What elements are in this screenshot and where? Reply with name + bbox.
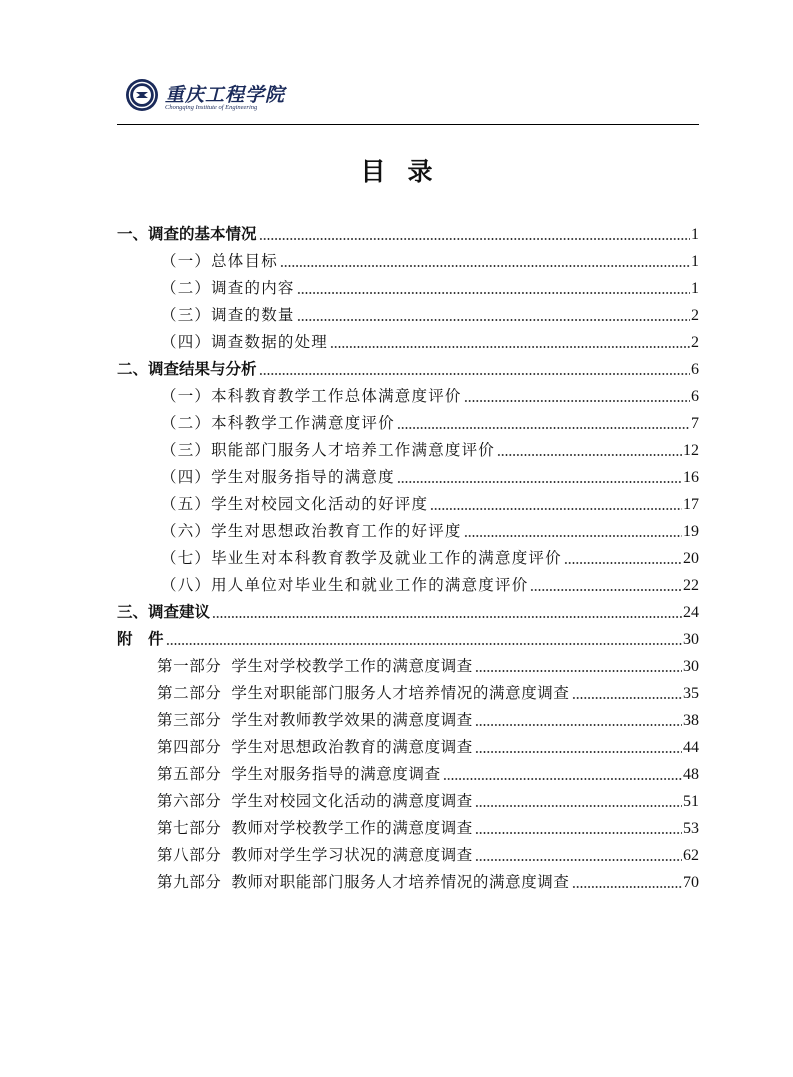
toc-entry[interactable] <box>161 380 699 406</box>
page-header <box>125 74 425 118</box>
toc-page-number: 7 <box>691 415 699 432</box>
toc-dot-leader <box>280 265 690 267</box>
toc-entry-title: 学生对服务指导的满意度调查 <box>231 765 441 783</box>
toc-entry[interactable] <box>161 569 699 595</box>
toc-dot-leader <box>397 427 690 429</box>
toc-entry-label <box>157 654 473 676</box>
toc-entry[interactable] <box>157 704 699 730</box>
toc-page-number: 22 <box>683 577 699 594</box>
toc-entry-label <box>157 735 473 757</box>
toc-entry[interactable] <box>161 542 699 568</box>
toc-entry[interactable] <box>157 758 699 784</box>
header-divider <box>117 124 699 125</box>
toc-entry-title: 学生对教师教学效果的满意度调查 <box>231 711 473 729</box>
toc-entry-label: （六）学生对思想政治教育工作的好评度 <box>161 522 462 540</box>
toc-dot-leader <box>475 724 682 726</box>
toc-entry[interactable] <box>117 623 699 649</box>
toc-dot-leader <box>475 805 682 807</box>
toc-dot-leader <box>530 589 682 591</box>
toc-entry-title: 学生对思想政治教育的满意度调查 <box>231 738 473 756</box>
toc-entry[interactable] <box>117 596 699 622</box>
toc-page-number: 17 <box>683 496 699 513</box>
toc-dot-leader <box>443 778 682 780</box>
college-emblem-icon <box>125 78 159 112</box>
toc-page-number: 19 <box>683 523 699 540</box>
toc-entry-label: （三）调查的数量 <box>161 306 295 324</box>
toc-entry[interactable] <box>161 326 699 352</box>
toc-entry[interactable] <box>161 272 699 298</box>
toc-entry-label: （一）总体目标 <box>161 252 278 270</box>
toc-entry-part: 第八部分 <box>157 846 222 864</box>
toc-entry-label: （二）本科教学工作满意度评价 <box>161 414 395 432</box>
toc-page-number: 2 <box>691 307 699 324</box>
toc-entry-title: 教师对职能部门服务人才培养情况的满意度调查 <box>231 873 570 891</box>
toc-entry-part: 第九部分 <box>157 873 222 891</box>
toc-entry[interactable] <box>161 299 699 325</box>
toc-entry[interactable] <box>117 353 699 379</box>
toc-dot-leader <box>475 751 682 753</box>
toc-entry-part: 第六部分 <box>157 792 222 810</box>
toc-entry-label: 附 件 <box>117 630 164 648</box>
toc-page-number: 12 <box>683 442 699 459</box>
toc-dot-leader <box>564 562 682 564</box>
toc-page-number: 16 <box>683 469 699 486</box>
toc-entry-label <box>157 816 473 838</box>
toc-dot-leader <box>475 670 682 672</box>
toc-entry-part: 第七部分 <box>157 819 222 837</box>
toc-entry-label: 二、调查结果与分析 <box>117 360 257 378</box>
toc-entry-label: （七）毕业生对本科教育教学及就业工作的满意度评价 <box>161 549 562 567</box>
toc-entry-part: 第一部分 <box>157 657 222 675</box>
toc-dot-leader <box>259 373 690 375</box>
toc-entry-label: （八）用人单位对毕业生和就业工作的满意度评价 <box>161 576 529 594</box>
toc-entry[interactable] <box>161 488 699 514</box>
toc-entry[interactable] <box>157 866 699 892</box>
toc-dot-leader <box>259 238 690 240</box>
toc-dot-leader <box>297 319 690 321</box>
toc-entry-label <box>157 789 473 811</box>
toc-page-number: 30 <box>683 658 699 675</box>
toc-entry[interactable] <box>157 650 699 676</box>
toc-dot-leader <box>297 292 690 294</box>
toc-entry-label: 一、调查的基本情况 <box>117 225 257 243</box>
toc-dot-leader <box>464 400 690 402</box>
toc-entry[interactable] <box>117 218 699 244</box>
toc-page-number: 53 <box>683 820 699 837</box>
toc-entry[interactable] <box>161 434 699 460</box>
toc-entry[interactable] <box>157 731 699 757</box>
logo-name-cn: 重庆工程学院 <box>165 84 286 106</box>
logo-name-en: Chongqing Institute of Engineering <box>165 104 258 111</box>
toc-entry-label: （二）调查的内容 <box>161 279 295 297</box>
page-title: 目录 <box>360 157 455 186</box>
toc-entry[interactable] <box>161 461 699 487</box>
toc-dot-leader <box>430 508 682 510</box>
toc-entry-label: （五）学生对校园文化活动的好评度 <box>161 495 429 513</box>
toc-entry[interactable] <box>161 407 699 433</box>
toc-page-number: 30 <box>683 631 699 648</box>
toc-entry-label: 三、调查建议 <box>117 603 211 621</box>
toc-page-number: 20 <box>683 550 699 567</box>
toc-dot-leader <box>475 859 682 861</box>
toc-entry[interactable] <box>161 515 699 541</box>
toc-entry-label <box>157 681 570 703</box>
toc-dot-leader <box>330 346 690 348</box>
toc-dot-leader <box>212 616 682 618</box>
toc-dot-leader <box>497 454 682 456</box>
toc-page-number: 38 <box>683 712 699 729</box>
toc-entry-title: 学生对校园文化活动的满意度调查 <box>231 792 473 810</box>
toc-entry[interactable] <box>157 677 699 703</box>
toc-entry-title: 学生对职能部门服务人才培养情况的满意度调查 <box>231 684 570 702</box>
toc-entry[interactable] <box>161 245 699 271</box>
toc-dot-leader <box>572 697 682 699</box>
toc-page-number: 35 <box>683 685 699 702</box>
toc-entry-part: 第五部分 <box>157 765 222 783</box>
toc-page-number: 6 <box>691 388 699 405</box>
toc-entry-label: （四）调查数据的处理 <box>161 333 329 351</box>
toc-entry-part: 第二部分 <box>157 684 222 702</box>
toc-page-number: 44 <box>683 739 699 756</box>
toc-entry-label <box>157 708 473 730</box>
toc-page-number: 48 <box>683 766 699 783</box>
toc-dot-leader <box>572 886 682 888</box>
toc-entry-label <box>157 843 473 865</box>
toc-entry-label: （一）本科教育教学工作总体满意度评价 <box>161 387 462 405</box>
toc-page-number: 1 <box>691 253 699 270</box>
toc-page-number: 6 <box>691 361 699 378</box>
toc-page-number: 1 <box>691 226 699 243</box>
toc-page-number: 51 <box>683 793 699 810</box>
toc-entry-title: 教师对学生学习状况的满意度调查 <box>231 846 473 864</box>
toc-entry-title: 学生对学校教学工作的满意度调查 <box>231 657 473 675</box>
toc-page-number: 62 <box>683 847 699 864</box>
toc-entry-part: 第三部分 <box>157 711 222 729</box>
toc-entry-label: （四）学生对服务指导的满意度 <box>161 468 395 486</box>
toc-dot-leader <box>166 643 682 645</box>
toc-entry-part: 第四部分 <box>157 738 222 756</box>
toc-dot-leader <box>397 481 682 483</box>
toc-page-number: 70 <box>683 874 699 891</box>
toc-dot-leader <box>475 832 682 834</box>
toc-page-number: 2 <box>691 334 699 351</box>
toc-entry[interactable] <box>157 812 699 838</box>
toc-entry-label <box>157 762 441 784</box>
toc-entry-label: （三）职能部门服务人才培养工作满意度评价 <box>161 441 496 459</box>
toc-entry-label <box>157 870 570 892</box>
toc-entry[interactable] <box>157 785 699 811</box>
toc-entry[interactable] <box>157 839 699 865</box>
toc-page-number: 1 <box>691 280 699 297</box>
toc-page-number: 24 <box>683 604 699 621</box>
toc-entry-title: 教师对学校教学工作的满意度调查 <box>231 819 473 837</box>
toc-dot-leader <box>464 535 682 537</box>
